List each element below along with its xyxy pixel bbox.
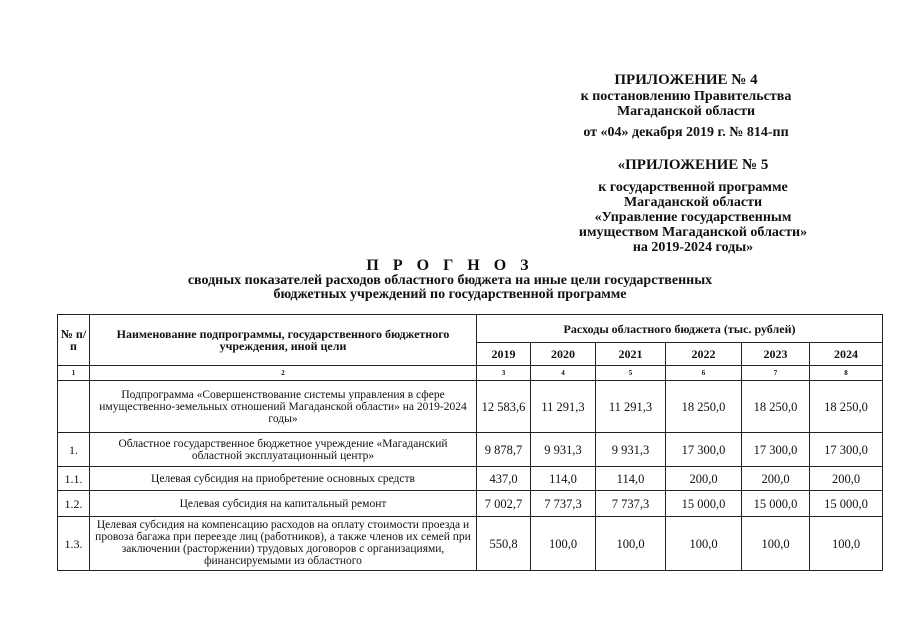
col-num-header: № п/п <box>58 315 90 366</box>
document-subtitle-line1: сводных показателей расходов областного бюджета на иные цели государственных <box>187 273 713 288</box>
row-value: 100,0 <box>531 517 596 571</box>
row-value: 11 291,3 <box>596 381 666 433</box>
appendix-5-line2: Магаданской области <box>623 195 763 210</box>
row-value: 15 000,0 <box>810 491 883 517</box>
row-value: 100,0 <box>742 517 810 571</box>
column-number: 6 <box>666 366 742 381</box>
column-number: 1 <box>58 366 90 381</box>
row-value: 18 250,0 <box>742 381 810 433</box>
row-name: Подпрограмма «Совершенствование системы управления в сфере имущественно-земельных отношений Магаданской области» на 2019-2024 годы» <box>90 381 477 433</box>
year-header: 2019 <box>477 343 531 366</box>
row-value: 17 300,0 <box>666 433 742 467</box>
row-name: Целевая субсидия на капитальный ремонт <box>90 491 477 517</box>
row-value: 200,0 <box>742 467 810 491</box>
appendix-4-date: от «04» декабря 2019 г. № 814-пп <box>583 125 789 140</box>
column-number: 7 <box>742 366 810 381</box>
col-name-header: Наименование подпрограммы, государственного бюджетного учреждения, иной цели <box>90 315 477 366</box>
row-value: 200,0 <box>810 467 883 491</box>
row-name: Целевая субсидия на приобретение основных средств <box>90 467 477 491</box>
row-value: 18 250,0 <box>810 381 883 433</box>
row-value: 12 583,6 <box>477 381 531 433</box>
row-value: 100,0 <box>810 517 883 571</box>
row-value: 9 931,3 <box>531 433 596 467</box>
row-value: 18 250,0 <box>666 381 742 433</box>
document-title <box>150 259 750 302</box>
appendix-5-line3: «Управление государственным <box>594 210 792 225</box>
row-value: 9 878,7 <box>477 433 531 467</box>
year-header: 2021 <box>596 343 666 366</box>
row-value: 100,0 <box>666 517 742 571</box>
year-header: 2023 <box>742 343 810 366</box>
row-value: 100,0 <box>596 517 666 571</box>
row-value: 11 291,3 <box>531 381 596 433</box>
column-number: 8 <box>810 366 883 381</box>
appendix-5-title: «ПРИЛОЖЕНИЕ № 5 <box>617 157 769 173</box>
row-number: 1. <box>58 433 90 467</box>
table-row <box>58 381 883 433</box>
row-number <box>58 381 90 433</box>
forecast-table <box>57 314 883 571</box>
column-number: 4 <box>531 366 596 381</box>
table-row <box>58 517 883 571</box>
row-name: Областное государственное бюджетное учреждение «Магаданский областной эксплуатационный центр» <box>90 433 477 467</box>
document-subtitle-line2: бюджетных учреждений по государственной программе <box>273 287 627 302</box>
row-number: 1.3. <box>58 517 90 571</box>
appendix-4-line2: Магаданской области <box>616 104 756 119</box>
appendix-5-line1: к государственной программе <box>598 180 788 195</box>
appendix-4-title: ПРИЛОЖЕНИЕ № 4 <box>614 72 758 88</box>
column-number: 2 <box>90 366 477 381</box>
row-value: 437,0 <box>477 467 531 491</box>
row-value: 7 002,7 <box>477 491 531 517</box>
appendix-4-block <box>556 73 816 140</box>
expenses-group-header: Расходы областного бюджета (тыс. рублей) <box>477 315 883 343</box>
row-value: 200,0 <box>666 467 742 491</box>
row-value: 550,8 <box>477 517 531 571</box>
header-row-1 <box>58 315 883 343</box>
appendix-5-line5: на 2019-2024 годы» <box>632 240 754 255</box>
year-header: 2022 <box>666 343 742 366</box>
row-value: 9 931,3 <box>596 433 666 467</box>
row-name: Целевая субсидия на компенсацию расходов на оплату стоимости проезда и провоза багажа при переезде лиц (работников), а также членов их семей при заключении (расторжении) трудовых договоров с организациями, финансируемыми из областного <box>95 518 471 567</box>
year-header: 2024 <box>810 343 883 366</box>
row-value: 17 300,0 <box>742 433 810 467</box>
year-header: 2020 <box>531 343 596 366</box>
column-number: 5 <box>596 366 666 381</box>
table-row <box>58 467 883 491</box>
row-number: 1.2. <box>58 491 90 517</box>
appendix-5-block <box>548 158 838 255</box>
row-number: 1.1. <box>58 467 90 491</box>
document-heading: П Р О Г Н О З <box>366 257 534 274</box>
row-value: 114,0 <box>596 467 666 491</box>
row-value: 15 000,0 <box>666 491 742 517</box>
column-number: 3 <box>477 366 531 381</box>
table-row <box>58 433 883 467</box>
column-numbers-row <box>58 366 883 381</box>
row-value: 17 300,0 <box>810 433 883 467</box>
row-value: 7 737,3 <box>596 491 666 517</box>
table-row <box>58 491 883 517</box>
row-value: 114,0 <box>531 467 596 491</box>
appendix-5-line4: имуществом Магаданской области» <box>578 225 808 240</box>
row-value: 15 000,0 <box>742 491 810 517</box>
row-value: 7 737,3 <box>531 491 596 517</box>
row-name-cell <box>90 517 477 571</box>
appendix-4-line1: к постановлению Правительства <box>580 89 792 104</box>
